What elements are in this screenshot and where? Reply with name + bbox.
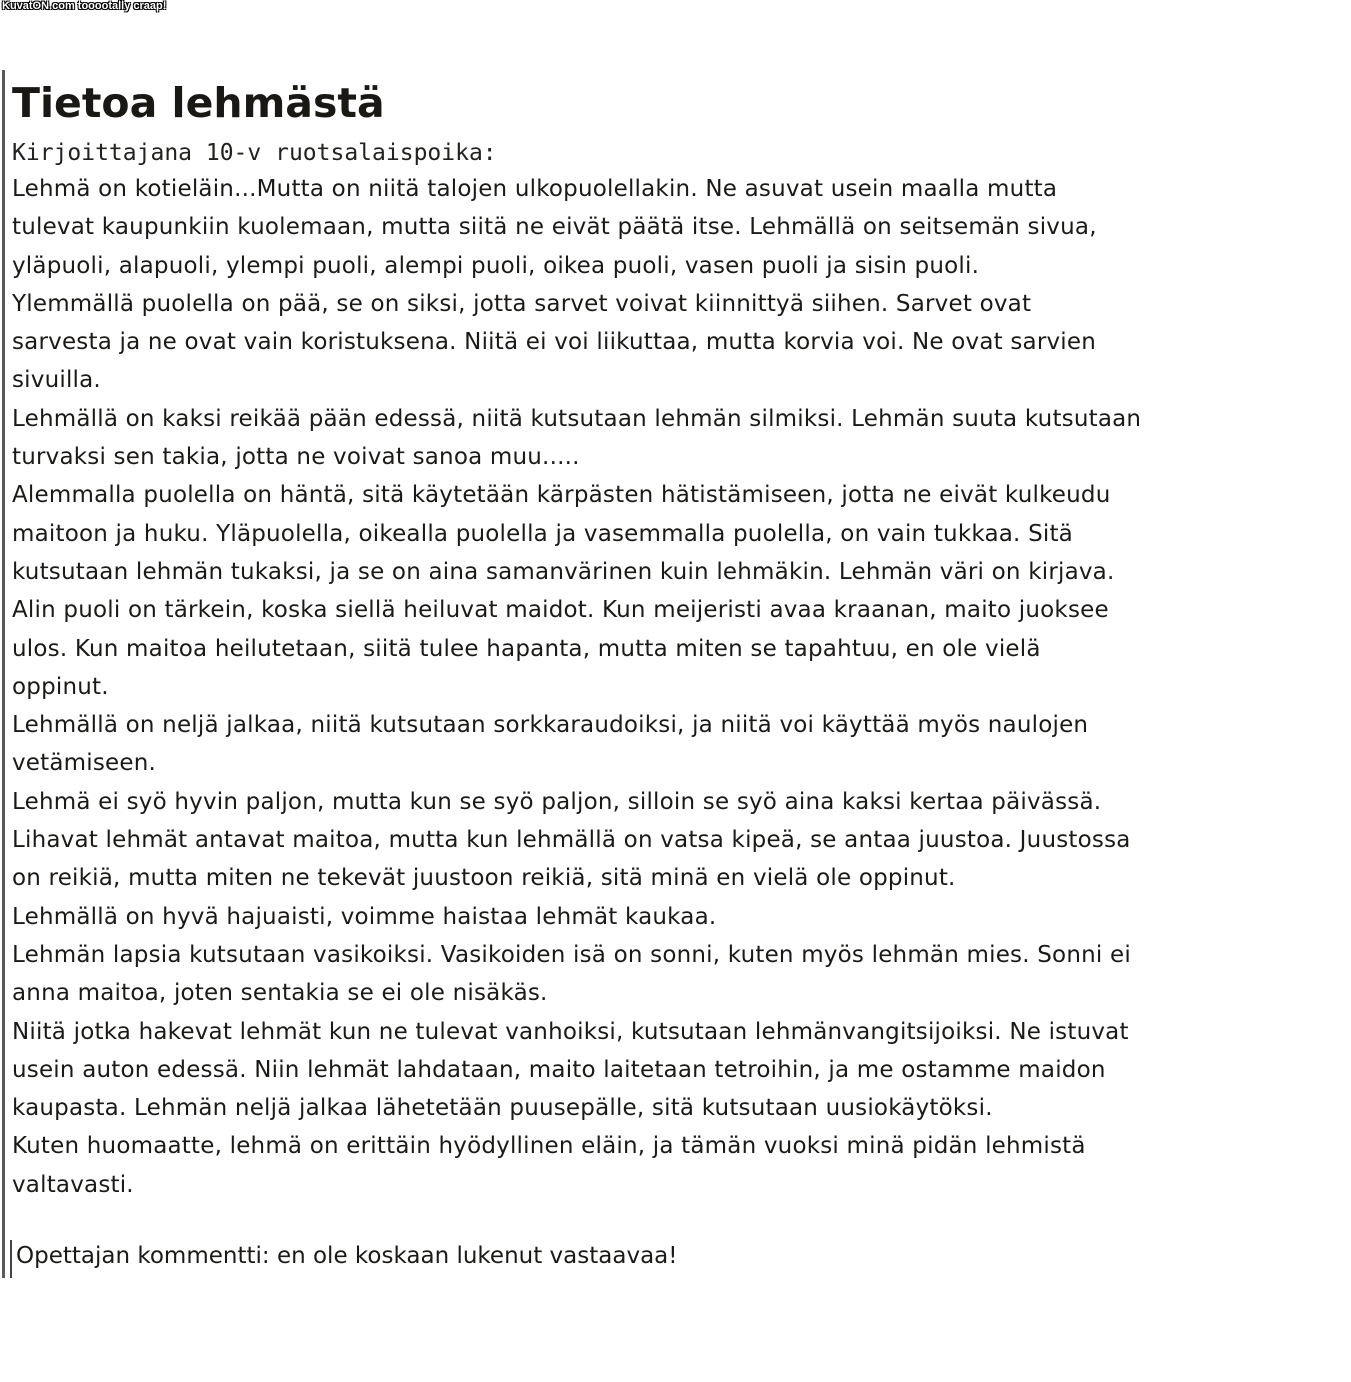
comment-margin-line: [10, 1240, 12, 1278]
body-line: valtavasti.: [12, 1171, 134, 1198]
body-line: Niitä jotka hakevat lehmät kun ne tulevat vanhoiksi, kutsutaan lehmänvangitsijoiksi. Ne istuvat: [12, 1018, 1129, 1045]
body-line: oppinut.: [12, 673, 109, 700]
body-line: Lihavat lehmät antavat maitoa, mutta kun lehmällä on vatsa kipeä, se antaa juustoa. Juustossa: [12, 827, 1131, 854]
body-line: Lehmällä on kaksi reikää pään edessä, niitä kutsutaan lehmän silmiksi. Lehmän suuta kutsutaan: [12, 405, 1142, 432]
body-line: Kuten huomaatte, lehmä on erittäin hyödyllinen eläin, ja tämän vuoksi minä pidän lehmistä: [12, 1133, 1086, 1160]
document-body: [12, 170, 1312, 1204]
teacher-comment: Opettajan kommentti: en ole koskaan lukenut vastaavaa!: [16, 1243, 678, 1269]
body-line: Lehmällä on hyvä hajuaisti, voimme haistaa lehmät kaukaa.: [12, 903, 717, 930]
body-line: Lehmällä on neljä jalkaa, niitä kutsutaan sorkkaraudoiksi, ja niitä voi käyttää myös naulojen: [12, 712, 1089, 739]
body-line: anna maitoa, joten sentakia se ei ole nisäkäs.: [12, 980, 548, 1007]
body-line: Lehmän lapsia kutsutaan vasikoiksi. Vasikoiden isä on sonni, kuten myös lehmän mies. Sonni ei: [12, 941, 1131, 968]
body-line: Alemmalla puolella on häntä, sitä käytetään kärpästen hätistämiseen, jotta ne eivät kulkeudu: [12, 482, 1111, 509]
body-line: ulos. Kun maitoa heilutetaan, siitä tulee hapanta, mutta miten se tapahtuu, en ole vielä: [12, 635, 1041, 662]
site-watermark: KuvatON.com tooootally craap!: [2, 0, 167, 12]
body-line: tulevat kaupunkiin kuolemaan, mutta siitä ne eivät päätä itse. Lehmällä on seitsemän sivua,: [12, 214, 1097, 241]
body-line: maitoon ja huku. Yläpuolella, oikealla puolella ja vasemmalla puolella, on vain tukkaa. Sitä: [12, 520, 1073, 547]
body-line: Alin puoli on tärkein, koska siellä heiluvat maidot. Kun meijeristi avaa kraanan, maito juoksee: [12, 597, 1109, 624]
body-line: kutsutaan lehmän tukaksi, ja se on aina samanvärinen kuin lehmäkin. Lehmän väri on kirjava.: [12, 558, 1115, 585]
body-line: Lehmä ei syö hyvin paljon, mutta kun se syö paljon, silloin se syö aina kaksi kertaa päivässä.: [12, 788, 1102, 815]
document-page: [12, 78, 1312, 1204]
body-line: sarvesta ja ne ovat vain koristuksena. Niitä ei voi liikuttaa, mutta korvia voi. Ne ovat sarvien: [12, 329, 1097, 356]
body-line: vetämiseen.: [12, 750, 157, 777]
body-line: sivuilla.: [12, 367, 101, 394]
document-title: Tietoa lehmästä: [12, 79, 385, 127]
body-line: yläpuoli, alapuoli, ylempi puoli, alempi puoli, oikea puoli, vasen puoli ja sisin puoli.: [12, 252, 980, 279]
body-line: usein auton edessä. Niin lehmät lahdataan, maito laitetaan tetroihin, ja me ostamme maidon: [12, 1056, 1106, 1083]
author-line: Kirjoittajana 10-v ruotsalaispoika:: [12, 140, 497, 166]
body-line: Lehmä on kotieläin...Mutta on niitä talojen ulkopuolellakin. Ne asuvat usein maalla mutta: [12, 176, 1058, 202]
body-line: kaupasta. Lehmän neljä jalkaa lähetetään puusepälle, sitä kutsutaan uusiokäytöksi.: [12, 1095, 993, 1122]
body-line: turvaksi sen takia, jotta ne voivat sanoa muu.....: [12, 444, 580, 471]
body-line: Ylemmällä puolella on pää, se on siksi, jotta sarvet voivat kiinnittyä siihen. Sarvet ovat: [12, 290, 1032, 317]
scan-edge-line: [2, 70, 5, 1278]
body-line: on reikiä, mutta miten ne tekevät juustoon reikiä, sitä minä en vielä ole oppinut.: [12, 865, 956, 892]
